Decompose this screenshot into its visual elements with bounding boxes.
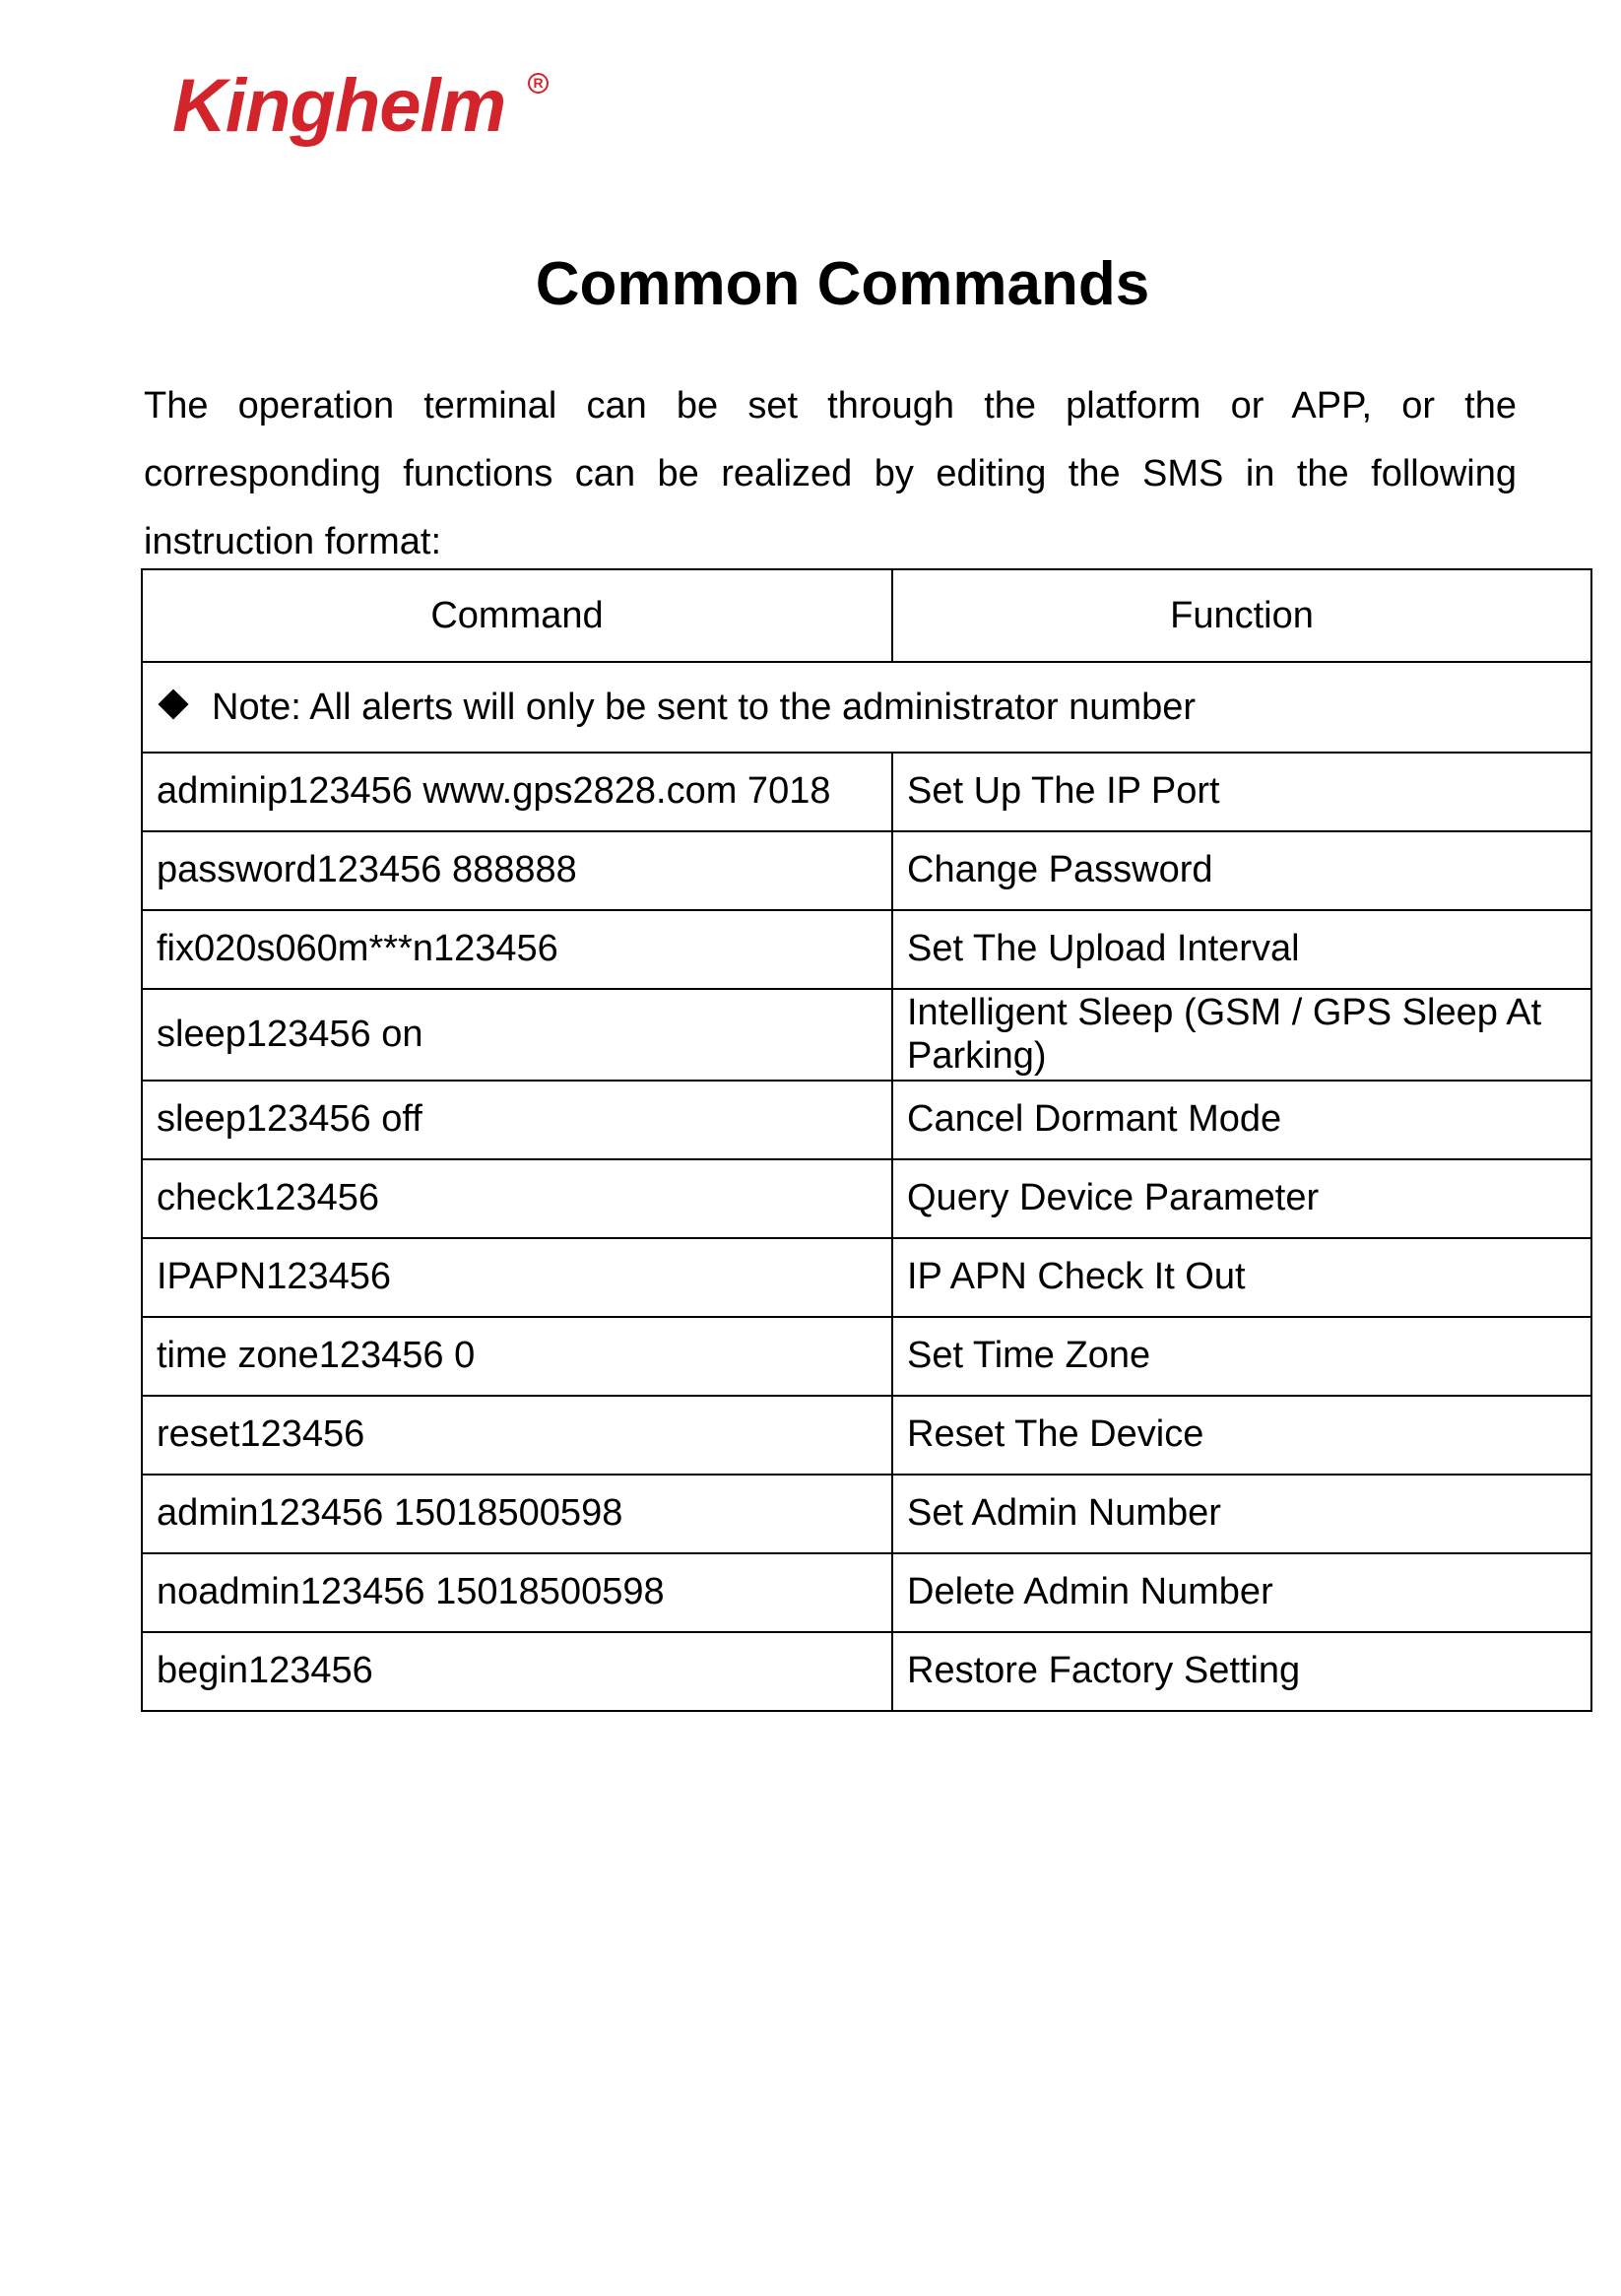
table-row xyxy=(142,1553,1591,1632)
table-row xyxy=(142,1159,1591,1238)
table-row xyxy=(142,1238,1591,1317)
note-cell xyxy=(142,662,1591,753)
note-text: Note: All alerts will only be sent to the administrator number xyxy=(212,686,1197,728)
note-row xyxy=(142,662,1591,753)
command-cell: admin123456 15018500598 xyxy=(142,1475,892,1553)
command-cell: fix020s060m***n123456 xyxy=(142,910,892,989)
function-cell: Set The Upload Interval xyxy=(892,910,1591,989)
command-cell: time zone123456 0 xyxy=(142,1317,892,1396)
table-row xyxy=(142,989,1591,1081)
function-cell: Cancel Dormant Mode xyxy=(892,1081,1591,1159)
table-row xyxy=(142,1081,1591,1159)
table-row xyxy=(142,1317,1591,1396)
table-header-row xyxy=(142,569,1591,662)
command-cell: check123456 xyxy=(142,1159,892,1238)
intro-line-3: instruction format: xyxy=(144,521,441,562)
header-function: Function xyxy=(892,569,1591,662)
function-cell: Restore Factory Setting xyxy=(892,1632,1591,1711)
command-cell: reset123456 xyxy=(142,1396,892,1475)
command-cell: adminip123456 www.gps2828.com 7018 xyxy=(142,753,892,831)
table-row xyxy=(142,753,1591,831)
function-cell: Query Device Parameter xyxy=(892,1159,1591,1238)
intro-line-2: corresponding functions can be realized by editing the SMS in the following xyxy=(144,453,1517,494)
function-cell: Reset The Device xyxy=(892,1396,1591,1475)
command-cell: password123456 888888 xyxy=(142,831,892,910)
table-row xyxy=(142,1396,1591,1475)
function-cell: Intelligent Sleep (GSM / GPS Sleep At Parking) xyxy=(892,989,1591,1081)
function-cell: Delete Admin Number xyxy=(892,1553,1591,1632)
table-row xyxy=(142,831,1591,910)
header-command: Command xyxy=(142,569,892,662)
command-cell: sleep123456 on xyxy=(142,989,892,1081)
command-cell: IPAPN123456 xyxy=(142,1238,892,1317)
command-cell: sleep123456 off xyxy=(142,1081,892,1159)
function-cell: Set Admin Number xyxy=(892,1475,1591,1553)
page-title: Common Commands xyxy=(535,250,1150,318)
intro-line-1: The operation terminal can be set through the platform or APP, or the xyxy=(144,385,1517,426)
table-row xyxy=(142,1632,1591,1711)
function-cell: Set Time Zone xyxy=(892,1317,1591,1396)
command-cell: noadmin123456 15018500598 xyxy=(142,1553,892,1632)
kinghelm-logo: Kinghelm xyxy=(172,64,506,148)
registered-trademark-icon: R xyxy=(528,73,549,94)
intro-paragraph xyxy=(144,372,1517,576)
diamond-bullet-icon xyxy=(158,689,188,720)
function-cell: Set Up The IP Port xyxy=(892,753,1591,831)
command-cell: begin123456 xyxy=(142,1632,892,1711)
table-row xyxy=(142,910,1591,989)
function-cell: Change Password xyxy=(892,831,1591,910)
function-cell: IP APN Check It Out xyxy=(892,1238,1591,1317)
commands-table xyxy=(141,568,1592,1712)
table-row xyxy=(142,1475,1591,1553)
